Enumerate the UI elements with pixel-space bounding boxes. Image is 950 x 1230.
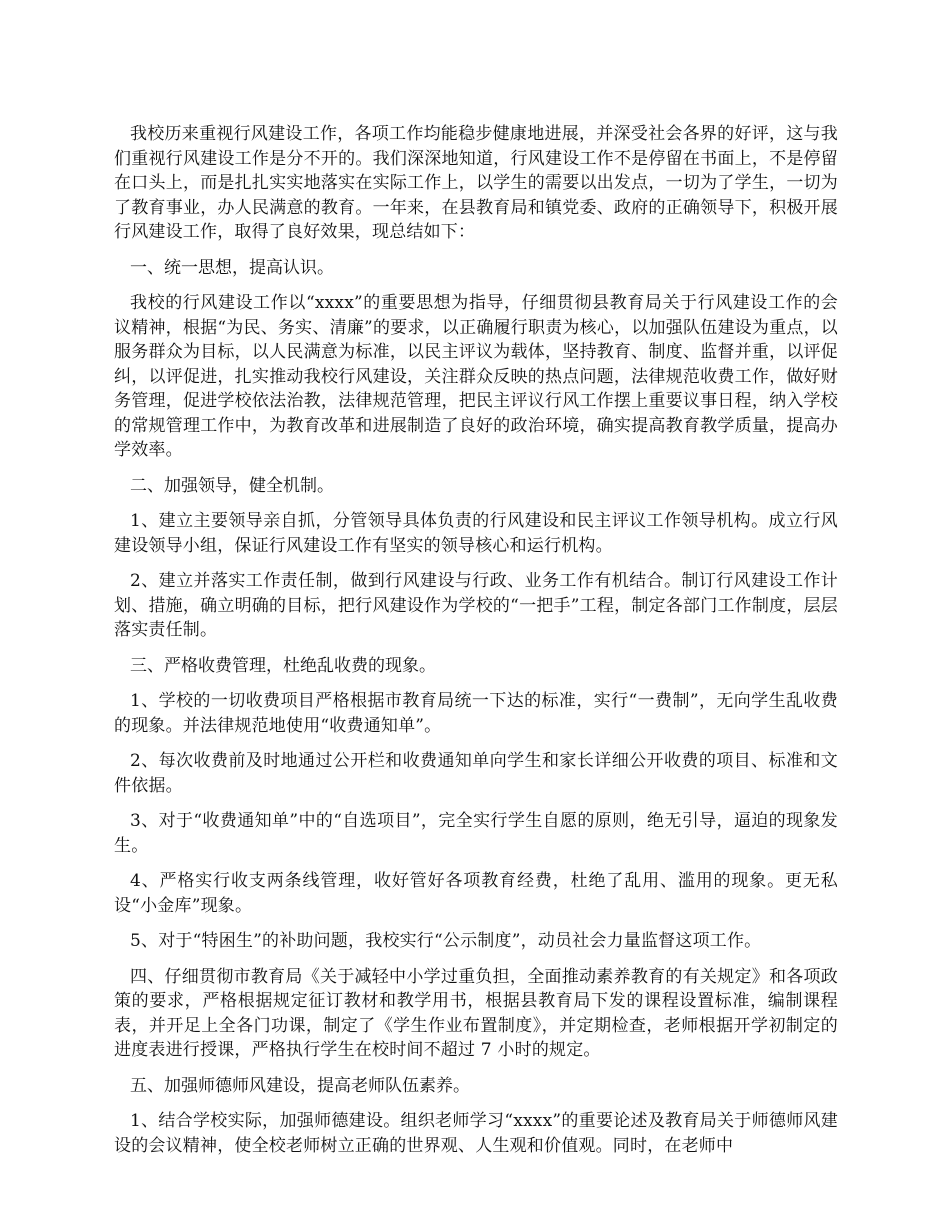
section-3-item-3: 3、对于“收费通知单”中的“自选项目”，完全实行学生自愿的原则，绝无引导，逼迫的现象发生。 <box>114 811 838 856</box>
section-2-item-1: 1、建立主要领导亲自抓，分管领导具体负责的行风建设和民主评议工作领导机构。成立行风建设领导小组，保证行风建设工作有坚实的领导核心和运行机构。 <box>114 511 838 556</box>
section-heading-1: 一、统一思想，提高认识。 <box>130 257 334 278</box>
document-body <box>114 122 838 1169</box>
section-5-item-1: 1、结合学校实际，加强师德建设。组织老师学习“xxxx”的重要论述及教育局关于师德师风建设的会议精神，使全校老师树立正确的世界观、人生观和价值观。同时，在老师中 <box>114 1111 838 1156</box>
section-3-item-5: 5、对于“特困生”的补助问题，我校实行“公示制度”，动员社会力量监督这项工作。 <box>130 931 762 951</box>
section-heading-2: 二、加强领导，健全机制。 <box>130 475 334 496</box>
section-1-paragraph: 我校的行风建设工作以“xxxx”的重要思想为指导，仔细贯彻县教育局关于行风建设工作的会议精神，根据“为民、务实、清廉”的要求，以正确履行职责为核心，以加强队伍建设为重点，以服务群众为目标，以人民满意为标准，以民主评议为载体，坚持教育、制度、监督并重，以评促纠，以评促进，扎实推动我校行风建设，关注群众反映的热点问题，法律规范收费工作，做好财务管理，促进学校依法治教，法律规范管理，把民主评议行风工作摆上重要议事日程，纳入学校的常规管理工作中，为教育改革和进展制造了良好的政治环境，确实提高教育教学质量，提高办学效率。 <box>114 293 838 460</box>
section-heading-5: 五、加强师德师风建设，提高老师队伍素养。 <box>130 1075 470 1096</box>
section-2-item-2: 2、建立并落实工作责任制，做到行风建设与行政、业务工作有机结合。制订行风建设工作计划、措施，确立明确的目标，把行风建设作为学校的“一把手”工程，制定各部门工作制度，层层落实责任制。 <box>114 571 838 640</box>
section-heading-3: 三、严格收费管理，杜绝乱收费的现象。 <box>130 655 436 676</box>
section-3-item-1: 1、学校的一切收费项目严格根据市教育局统一下达的标准，实行“一费制”，无向学生乱收费的现象。并法律规范地使用“收费通知单”。 <box>114 691 838 736</box>
section-3-item-2: 2、每次收费前及时地通过公开栏和收费通知单向学生和家长详细公开收费的项目、标准和文件依据。 <box>114 751 838 796</box>
intro-paragraph: 我校历来重视行风建设工作，各项工作均能稳步健康地进展，并深受社会各界的好评，这与我们重视行风建设工作是分不开的。我们深深地知道，行风建设工作不是停留在书面上，不是停留在口头上，而是扎扎实实地落实在实际工作上，以学生的需要以出发点，一切为了学生，一切为了教育事业，办人民满意的教育。一年来，在县教育局和镇党委、政府的正确领导下，积极开展行风建设工作，取得了良好效果，现总结如下： <box>114 124 838 242</box>
section-4-paragraph: 四、仔细贯彻市教育局《关于减轻中小学过重负担，全面推动素养教育的有关规定》和各项政策的要求，严格根据规定征订教材和教学用书，根据县教育局下发的课程设置标准，编制课程表，并开足上全各门功课，制定了《学生作业布置制度》，并定期检查，老师根据开学初制定的进度表进行授课，严格执行学生在校时间不超过 7 小时的规定。 <box>114 966 838 1060</box>
section-3-item-4: 4、严格实行收支两条线管理，收好管好各项教育经费，杜绝了乱用、滥用的现象。更无私设“小金库”现象。 <box>114 871 838 916</box>
